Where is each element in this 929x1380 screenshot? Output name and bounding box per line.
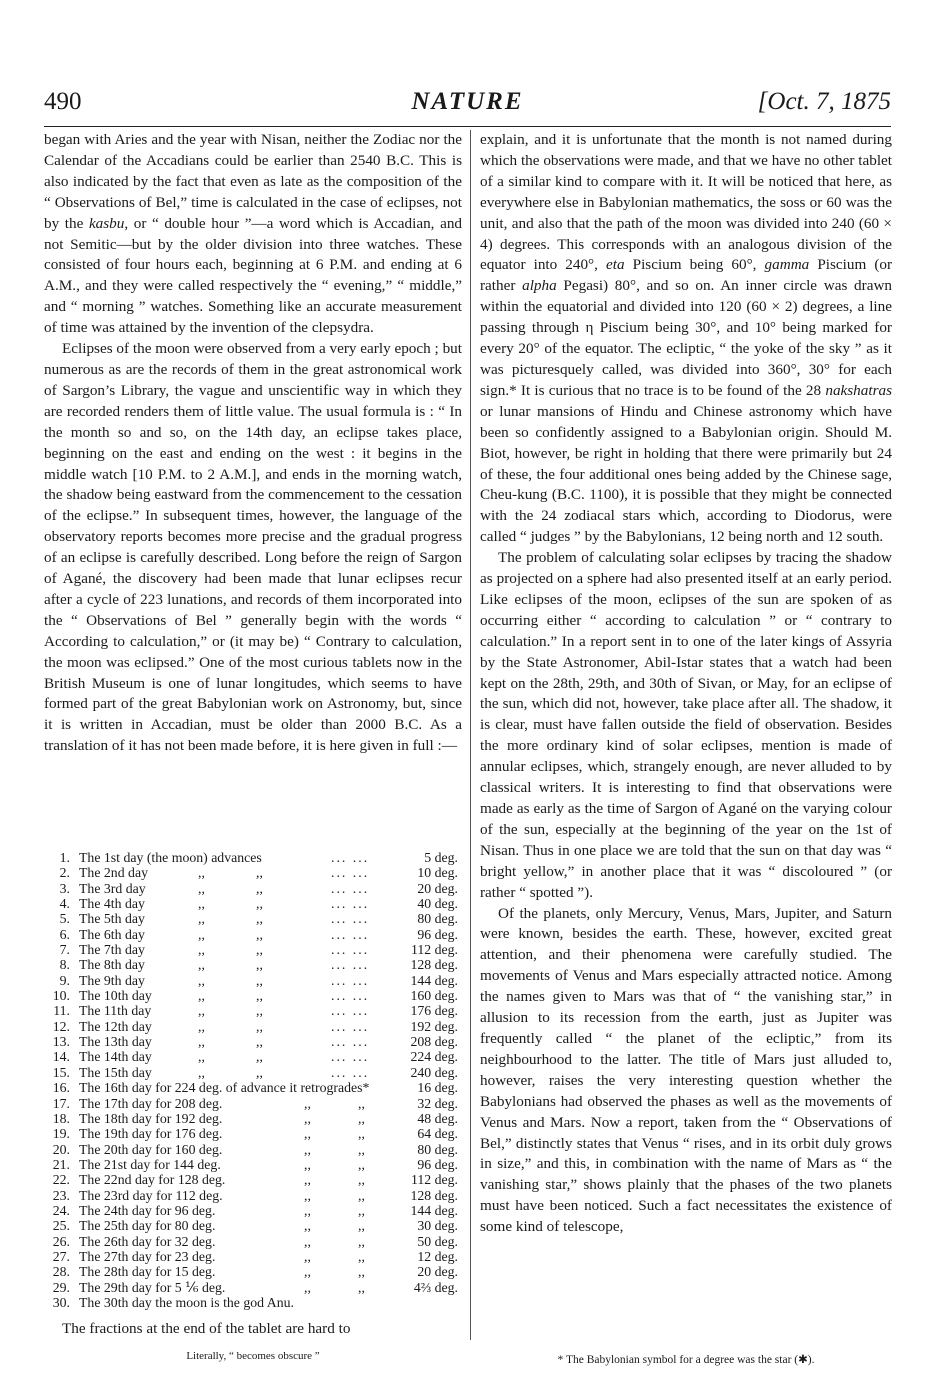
row-day: The 5th day (79, 911, 145, 927)
row-number: 21. (52, 1156, 70, 1172)
row-number: 3. (59, 880, 70, 896)
row-day: The 21st day for 144 deg. (79, 1156, 221, 1172)
row-number: 4. (59, 896, 70, 912)
row-day: The 30th day the moon is the god Anu. (79, 1294, 294, 1310)
ditto-mark: ,, (198, 972, 205, 988)
ditto-mark: ,, (304, 1172, 311, 1188)
footnote: * The Babylonian symbol for a degree was the star (✱). (557, 1354, 815, 1366)
table-row (48, 1203, 462, 1218)
row-number: 11. (53, 1003, 70, 1019)
leader-dots: ... ... (331, 972, 370, 988)
ditto-mark: ,, (256, 972, 263, 988)
table-row (48, 1280, 462, 1295)
journal-title: NATURE (411, 88, 524, 115)
ditto-mark: ,, (304, 1279, 311, 1295)
row-number: 9. (59, 972, 70, 988)
ditto-mark: ,, (256, 1064, 263, 1080)
row-day: The 18th day for 192 deg. (79, 1110, 223, 1126)
table-row (48, 911, 462, 926)
ditto-mark: ,, (304, 1141, 311, 1157)
ditto-mark: ,, (304, 1187, 311, 1203)
table-row (48, 865, 462, 880)
table-row (48, 1142, 462, 1157)
table-row (48, 1096, 462, 1111)
row-number: 13. (52, 1034, 70, 1050)
table-row (48, 1295, 462, 1310)
row-number: 18. (52, 1110, 70, 1126)
row-value: 32 deg. (417, 1095, 458, 1111)
row-number: 7. (59, 942, 70, 958)
row-number: 25. (52, 1218, 70, 1234)
row-number: 26. (52, 1233, 70, 1249)
ditto-mark: ,, (256, 1034, 263, 1050)
text-run: Pegasi) 80°, and so on. An inner circle was drawn within the equatorial and divided into 120 (60 × 2) degrees, a line passing through η Piscium being 30°, and 10° being marked for every 20° of the equator. The ecliptic, “ the yoke of the sky ” as it was picturesquely called, was divided into 360°, 30° for each sign.* It is curious that no trace is to be found of the 28 (480, 277, 892, 399)
row-day: The 13th day (79, 1034, 152, 1050)
row-number: 29. (52, 1279, 70, 1295)
row-day: The 16th day for 224 deg. of advance it retrogrades* (79, 1080, 370, 1096)
italic-word: nakshatras (825, 381, 893, 399)
row-value: 176 deg. (410, 1003, 458, 1019)
row-day: The 12th day (79, 1018, 152, 1034)
ditto-mark: ,, (198, 1034, 205, 1050)
row-value: 240 deg. (410, 1064, 458, 1080)
row-number: 2. (59, 865, 70, 881)
ditto-mark: ,, (256, 1018, 263, 1034)
ditto-mark: ,, (256, 926, 263, 942)
table-row (48, 1065, 462, 1080)
ditto-mark: ,, (198, 1064, 205, 1080)
left-bottom-note: Literally, “ becomes obscure ” (186, 1350, 320, 1362)
table-row (48, 942, 462, 957)
page-header (44, 88, 891, 124)
row-day: The 23rd day for 112 deg. (79, 1187, 223, 1203)
row-number: 16. (52, 1080, 70, 1096)
row-day: The 17th day for 208 deg. (79, 1095, 223, 1111)
row-value: 12 deg. (417, 1248, 458, 1264)
ditto-mark: ,, (304, 1202, 311, 1218)
row-value: 112 deg. (410, 942, 458, 958)
row-value: 144 deg. (410, 972, 458, 988)
leader-dots: ... ... (331, 926, 370, 942)
text-run: Piscium being 60°, (632, 256, 757, 274)
table-row (48, 988, 462, 1003)
ditto-mark: ,, (358, 1264, 365, 1280)
paragraph (480, 130, 892, 548)
ditto-mark: ,, (304, 1110, 311, 1126)
column-divider (470, 130, 471, 1340)
ditto-mark: ,, (198, 1003, 205, 1019)
ditto-mark: ,, (256, 911, 263, 927)
row-number: 17. (52, 1095, 70, 1111)
ditto-mark: ,, (358, 1172, 365, 1188)
leader-dots: ... ... (331, 880, 370, 896)
ditto-mark: ,, (256, 957, 263, 973)
row-number: 19. (52, 1126, 70, 1142)
issue-date: [Oct. 7, 1875 (757, 88, 891, 115)
ditto-mark: ,, (358, 1095, 365, 1111)
ditto-mark: ,, (198, 1018, 205, 1034)
row-value: 160 deg. (410, 988, 458, 1004)
row-number: 14. (52, 1049, 70, 1065)
row-number: 1. (59, 850, 70, 865)
table-row (48, 1249, 462, 1264)
ditto-mark: ,, (198, 1049, 205, 1065)
row-day: The 20th day for 160 deg. (79, 1141, 223, 1157)
text-run: or lunar mansions of Hindu and Chinese astronomy which have been so confidently assigned to a Babylonian origin. Should M. Biot, however, be right in holding that there were primarily but 24 of these, the four additional ones being added by the Chinese sage, Cheu-kung (B.C. 1100), it is possible that they might be connected with the 24 zodiacal stars which, according to Diodorus, were called “ judges ” by the Babylonians, 12 being north and 12 south. (480, 402, 892, 546)
header-rule (44, 126, 891, 127)
ditto-mark: ,, (256, 988, 263, 1004)
row-day: The 28th day for 15 deg. (79, 1264, 216, 1280)
row-day: The 26th day for 32 deg. (79, 1233, 216, 1249)
italic-word: gamma (764, 256, 810, 274)
table-row (48, 1111, 462, 1126)
row-value: 16 deg. (417, 1080, 458, 1096)
text-run: Piscium (or rather (480, 256, 893, 295)
row-value: 48 deg. (417, 1110, 458, 1126)
row-day: The 1st day (the moon) advances (79, 850, 262, 865)
table-row (48, 1019, 462, 1034)
row-day: The 24th day for 96 deg. (79, 1202, 216, 1218)
row-value: 96 deg. (417, 1156, 458, 1172)
ditto-mark: ,, (358, 1202, 365, 1218)
row-number: 15. (52, 1064, 70, 1080)
italic-word: kasbu (88, 214, 125, 232)
leader-dots: ... ... (331, 896, 370, 912)
row-day: The 6th day (79, 926, 145, 942)
ditto-mark: ,, (198, 988, 205, 1004)
table-row (48, 1080, 462, 1095)
ditto-mark: ,, (198, 926, 205, 942)
row-value: 20 deg. (417, 1264, 458, 1280)
ditto-mark: ,, (304, 1248, 311, 1264)
ditto-mark: ,, (198, 865, 205, 881)
leader-dots: ... ... (331, 942, 370, 958)
text-run: explain, and it is unfortunate that the month is not named during which the observations were made, and that we have no other tablet of a similar kind to compare with it. It will be noticed that here, as everywhere else in Babylonian mathematics, the soss or 60 was the unit, and also that the path of the moon was divided into 240 (60 × 4) degrees. This corresponds with an analogous division of the equator into 240°, (480, 131, 892, 274)
ditto-mark: ,, (256, 1003, 263, 1019)
row-day: The 3rd day (79, 880, 146, 896)
table-row (48, 1157, 462, 1172)
row-day: The 25th day for 80 deg. (79, 1218, 216, 1234)
leader-dots: ... ... (331, 1003, 370, 1019)
row-day: The 8th day (79, 957, 145, 973)
row-value: 224 deg. (410, 1049, 458, 1065)
row-day: The 7th day (79, 942, 145, 958)
ditto-mark: ,, (256, 942, 263, 958)
leader-dots: ... ... (331, 957, 370, 973)
ditto-mark: ,, (358, 1141, 365, 1157)
row-day: The 27th day for 23 deg. (79, 1248, 216, 1264)
ditto-mark: ,, (304, 1156, 311, 1172)
leader-dots: ... ... (331, 911, 370, 927)
ditto-mark: ,, (256, 880, 263, 896)
ditto-mark: ,, (304, 1126, 311, 1142)
row-number: 24. (52, 1202, 70, 1218)
ditto-mark: ,, (358, 1248, 365, 1264)
row-value: 112 deg. (410, 1172, 458, 1188)
italic-word: eta (606, 256, 625, 274)
table-row (48, 1264, 462, 1279)
table-row (48, 1049, 462, 1064)
ditto-mark: ,, (304, 1264, 311, 1280)
row-day: The 10th day (79, 988, 152, 1004)
table-row (48, 1218, 462, 1233)
row-day: The 2nd day (79, 865, 148, 881)
row-value: 96 deg. (417, 926, 458, 942)
ditto-mark: ,, (358, 1187, 365, 1203)
row-number: 28. (52, 1264, 70, 1280)
row-value: 80 deg. (417, 911, 458, 927)
table-row (48, 1188, 462, 1203)
table-row (48, 896, 462, 911)
left-column (44, 130, 462, 757)
row-number: 20. (52, 1141, 70, 1157)
leader-dots: ... ... (331, 1049, 370, 1065)
ditto-mark: ,, (358, 1126, 365, 1142)
table-row (48, 1003, 462, 1018)
ditto-mark: ,, (358, 1279, 365, 1295)
ditto-mark: ,, (198, 942, 205, 958)
row-number: 10. (52, 988, 70, 1004)
left-tail-text: The fractions at the end of the tablet are hard to (62, 1320, 351, 1337)
row-day: The 4th day (79, 896, 145, 912)
table-row (48, 1234, 462, 1249)
row-day: The 11th day (79, 1003, 152, 1019)
row-value: 128 deg. (410, 1187, 458, 1203)
row-number: 30. (52, 1294, 70, 1310)
row-day: The 9th day (79, 972, 145, 988)
row-number: 5. (59, 911, 70, 927)
text-run: , or “ double hour ”—a word which is Accadian, and not Semitic—but by the older division into three watches. These consisted of four hours each, beginning at 6 P.M. and ending at 6 A.M., and they were called respectively the “ evening,” “ middle,” and “ morning ” watches. Something like an accurate measurement of time was attained by the invention of the clepsydra. (44, 214, 463, 337)
ditto-mark: ,, (304, 1218, 311, 1234)
row-number: 22. (52, 1172, 70, 1188)
paragraph: The problem of calculating solar eclipses by tracing the shadow as projected on a sphere had also presented itself at an early period. Like eclipses of the moon, eclipses of the sun are spoken of as occurring either “ according to calculation ” or “ contrary to calculation.” In a report sent in to one of the later kings of Assyria by the State Astronomer, Abil-Istar states that a watch had been kept on the 28th, 29th, and 30th of Sivan, or May, for an eclipse of the sun, which did not, however, take place after all. The shadow, it is clear, must have fallen outside the field of observation. Besides the more ordinary kind of solar eclipses, mention is made of annular eclipses, which, strangely enough, are never alluded to by classical writers. It is interesting to find that observations were made as early as the time of Sargon of Agané on the varying colour of the sun, especially at the beginning of the year on the 1st of Nisan. Thus in one place we are told that the sun on that day was “ bright yellow,” in another place that it was “ discoloured ” (or rather “ spotted ”). (480, 549, 892, 901)
ditto-mark: ,, (198, 896, 205, 912)
ditto-mark: ,, (304, 1095, 311, 1111)
row-value: 20 deg. (417, 880, 458, 896)
ditto-mark: ,, (304, 1233, 311, 1249)
table-row (48, 927, 462, 942)
paragraph: Eclipses of the moon were observed from a very early epoch ; but numerous as are the records of them in the great astronomical work of Sargon’s Library, the vague and unscientific way in which they are recorded renders them of little value. The usual formula is : “ In the month so and so, on the 14th day, an eclipse takes place, beginning on the east and ending on the west : it begins in the middle watch [10 P.M. to 2 A.M.], and ends in the morning watch, the shadow being eastward from the commencement to the cessation of the eclipse.” In subsequent times, however, the language of the observatory reports becomes more precise and the gradual progress of an eclipse is carefully described. Long before the reign of Sargon of Agané, the discovery had been made that lunar eclipses recur after a cycle of 223 lunations, and records of them incorporated into the “ Observations of Bel ” generally begin with the words “ According to calculation,” or (it may be) “ Contrary to calculation, the moon was eclipsed.” One of the most curious tablets now in the British Museum is one of lunar longitudes, which seems to have formed part of the great Babylonian work on Astronomy, but, since it is written in Accadian, must be older than 2000 B.C. As a translation of it has not been made before, it is here given in full :— (44, 340, 462, 755)
leader-dots: ... ... (331, 1018, 370, 1034)
row-value: 30 deg. (417, 1218, 458, 1234)
leader-dots: ... ... (331, 865, 370, 881)
row-value: 192 deg. (410, 1018, 458, 1034)
row-day: The 29th day for 5 ⅙ deg. (79, 1279, 226, 1295)
row-value: 10 deg. (417, 865, 458, 881)
ditto-mark: ,, (256, 1049, 263, 1065)
row-number: 12. (52, 1018, 70, 1034)
leader-dots: ... ... (331, 988, 370, 1004)
table-row (48, 1126, 462, 1141)
row-day: The 15th day (79, 1064, 152, 1080)
row-number: 6. (59, 926, 70, 942)
ditto-mark: ,, (358, 1156, 365, 1172)
table-row (48, 850, 462, 865)
leader-dots: ... ... (331, 850, 370, 865)
row-day: The 22nd day for 128 deg. (79, 1172, 226, 1188)
row-value: 64 deg. (417, 1126, 458, 1142)
row-day: The 19th day for 176 deg. (79, 1126, 223, 1142)
row-number: 23. (52, 1187, 70, 1203)
row-value: 80 deg. (417, 1141, 458, 1157)
leader-dots: ... ... (331, 1034, 370, 1050)
ditto-mark: ,, (256, 865, 263, 881)
page-number: 490 (44, 88, 82, 115)
row-day: The 14th day (79, 1049, 152, 1065)
table-row (48, 957, 462, 972)
ditto-mark: ,, (198, 880, 205, 896)
ditto-mark: ,, (198, 911, 205, 927)
right-column (480, 130, 892, 1238)
table-row (48, 973, 462, 988)
row-value: 40 deg. (417, 896, 458, 912)
table-row (48, 1172, 462, 1187)
row-value: 144 deg. (410, 1202, 458, 1218)
row-value: 50 deg. (417, 1233, 458, 1249)
row-value: 128 deg. (410, 957, 458, 973)
table-row (48, 1034, 462, 1049)
italic-word: alpha (522, 277, 557, 295)
ditto-mark: ,, (198, 957, 205, 973)
row-value: 4⅔ deg. (413, 1279, 458, 1295)
row-number: 8. (59, 957, 70, 973)
table-row (48, 881, 462, 896)
paragraph: Of the planets, only Mercury, Venus, Mars, Jupiter, and Saturn were known, besides the earth. These, however, excited great attention, and their phenomena were carefully studied. The movements of Venus and Mars especially attracted notice. Among the names given to Mars was that of “ the vanishing star,” in allusion to its recession from the earth, just as Jupiter was frequently called “ the planet of the ecliptic,” from its neighbourhood to the latter. The title of Mars just alluded to, however, raises the very interesting question whether the Babylonians had observed the phases as well as the movements of Venus and Mars. Now a report, taken from the “ Observations of Bel,” distinctly states that Venus “ rises, and in its orbit duly grows in size,” and this, in combination with the name of Mars as “ the vanishing star,” shows plainly that the phases of the two planets must have been noticed. Such a fact necessitates the existence of some kind of telescope, (480, 904, 892, 1236)
row-number: 27. (52, 1248, 70, 1264)
leader-dots: ... ... (331, 1064, 370, 1080)
ditto-mark: ,, (358, 1233, 365, 1249)
row-value: 208 deg. (410, 1034, 458, 1050)
ditto-mark: ,, (358, 1110, 365, 1126)
ditto-mark: ,, (256, 896, 263, 912)
ditto-mark: ,, (358, 1218, 365, 1234)
lunar-tablet-table (48, 850, 462, 1310)
text-run: began with Aries and the year with Nisan, neither the Zodiac nor the Calendar of the Accadians could be earlier than 2540 B.C. This is also indicated by the fact that even as late as the composition of the “ Observations of Bel,” time is calculated in the case of eclipses, not by the (44, 131, 462, 232)
row-value: 5 deg. (424, 850, 458, 865)
paragraph (44, 130, 462, 339)
